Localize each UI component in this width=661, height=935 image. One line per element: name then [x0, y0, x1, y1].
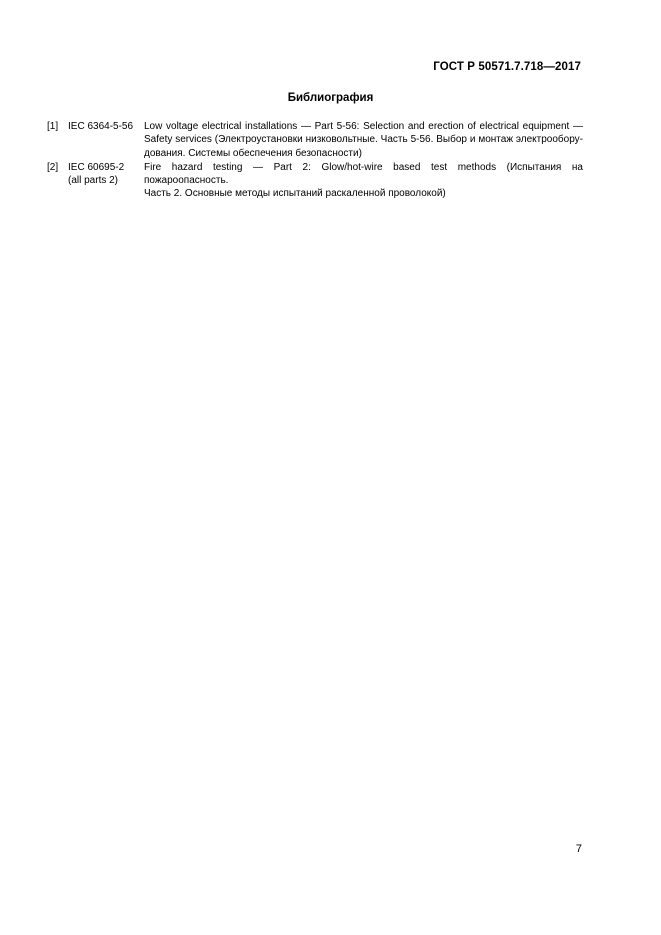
- entry-number: [2]: [47, 161, 59, 173]
- entry-number: [1]: [47, 121, 59, 132]
- bibliography-entry: [47, 161, 583, 201]
- document-code: ГОСТ Р 50571.7.718—2017: [433, 61, 581, 73]
- entry-description: [144, 161, 583, 201]
- bibliography-title: Библиография: [287, 92, 374, 104]
- entry-standard-line: IEC 6364-5-56: [68, 121, 134, 132]
- entry-standard: [68, 161, 144, 201]
- entry-standard-line: IEC 60695-2: [68, 161, 125, 173]
- entry-description: [144, 120, 583, 160]
- entry-description-line: Low voltage electrical installations — Part 5-56: Selection and erection of electrical equipment —: [144, 121, 583, 132]
- entry-description-line: Fire hazard testing — Part 2: Glow/hot-wire based test methods (Испытания на пожароопасность.: [144, 161, 583, 187]
- entry-standard-line: (all parts 2): [68, 175, 119, 187]
- page-number: 7: [575, 843, 582, 855]
- entry-description-line: Часть 2. Основные методы испытаний раскаленной проволокой): [144, 188, 446, 200]
- bibliography-list: [47, 120, 583, 202]
- entry-description-line: дования. Системы обеспечения безопасности): [144, 147, 362, 159]
- bibliography-entry: [47, 120, 583, 160]
- entry-description-line: Safety services (Электроустановки низковольтные. Часть 5-56. Выбор и монтаж электрообору-: [144, 134, 583, 146]
- entry-standard: [68, 120, 144, 160]
